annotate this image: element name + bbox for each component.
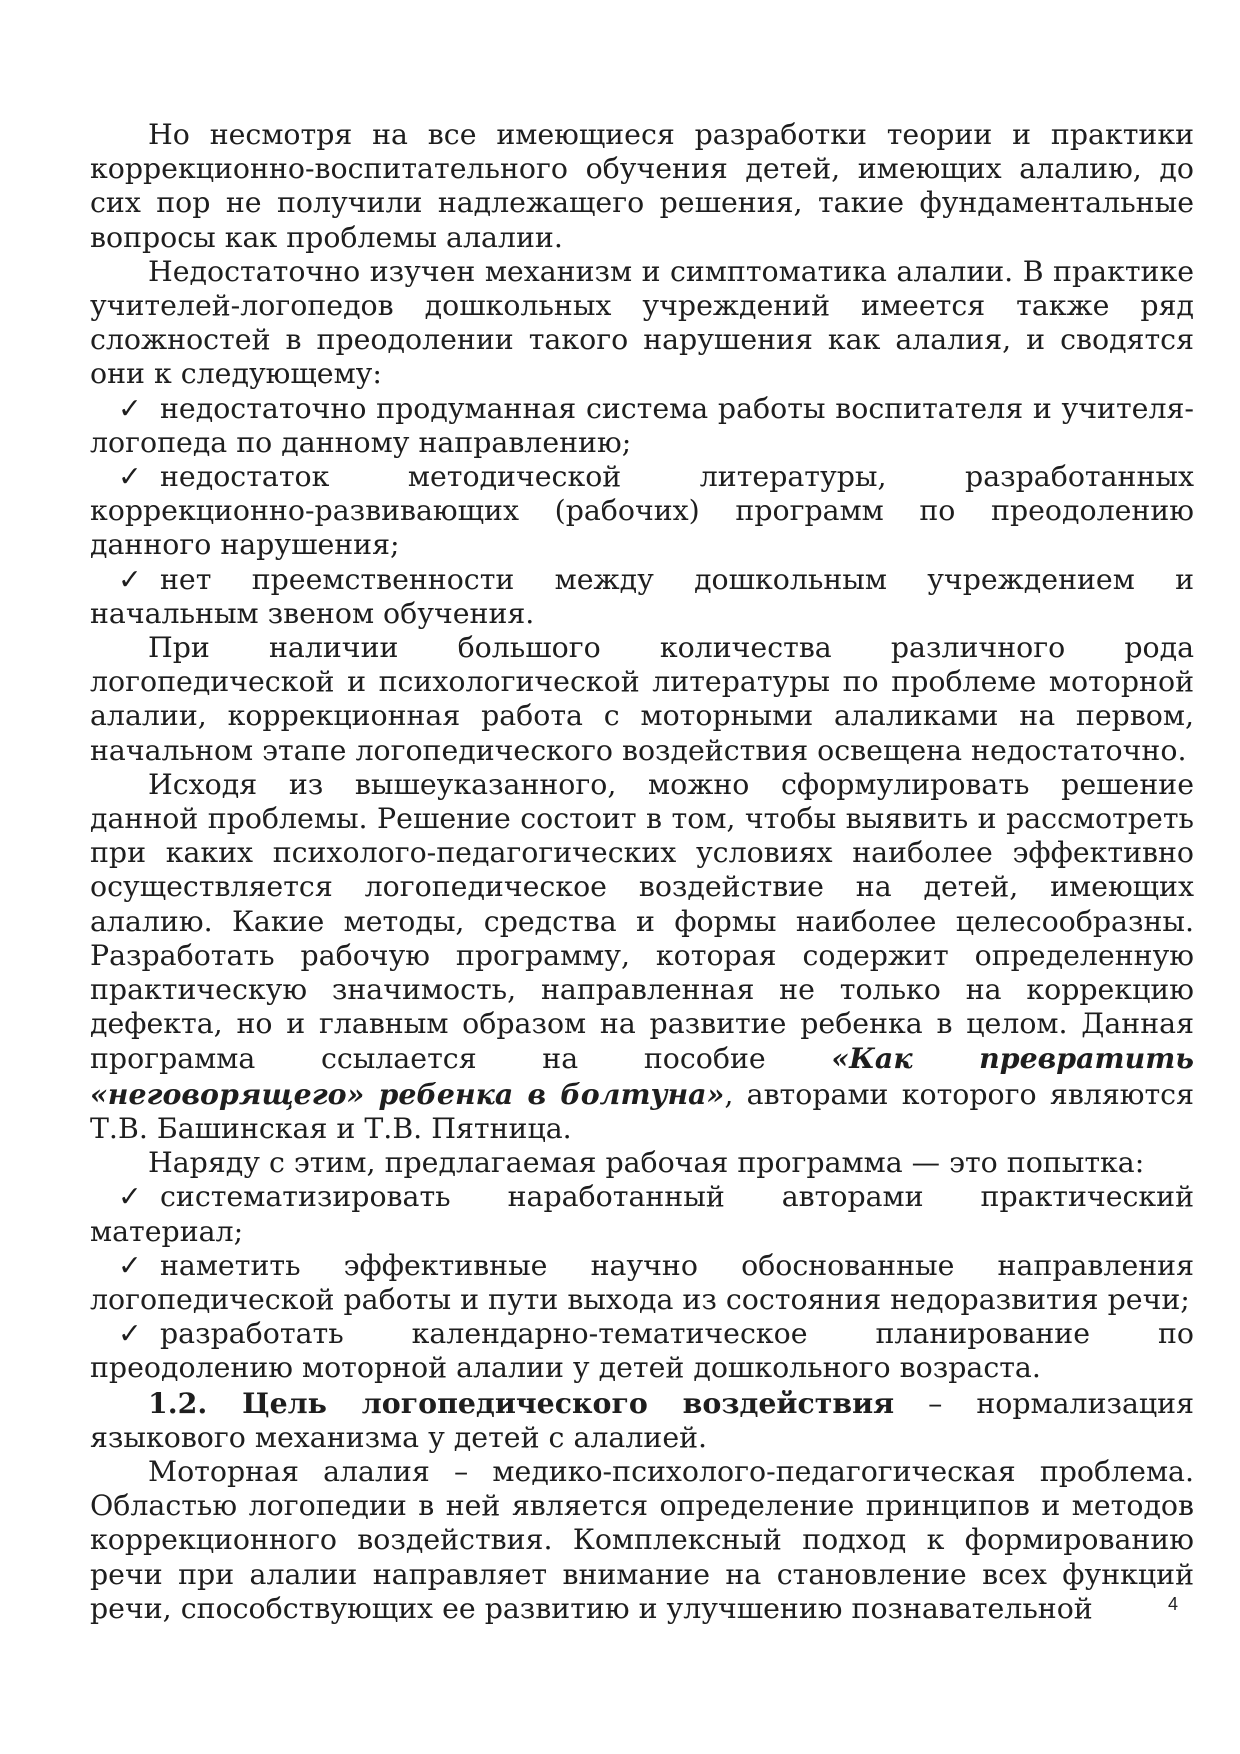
checkmark-icon: ✓ [118,460,142,494]
list-item [90,1317,1194,1385]
paragraph-attempt: Наряду с этим, предлагаемая рабочая программа — это попытка: [148,1146,1145,1180]
paragraph-solution-tail: , авторами которого являются Т.В. Башинская и Т.В. Пятница. [90,1077,1194,1145]
list-item-text: наметить эффективные научно обоснованные направления логопедической работы и пути выхода из состояния недоразвития речи; [90,1248,1194,1316]
paragraph-intro: Но несмотря на все имеющиеся разработки теории и практики коррекционно-воспитательного обучения детей, имеющих алалию, до сих пор не получили надлежащего решения, такие фундаментальные вопросы как проблемы алалии. [90,118,1194,254]
paragraph-solution [90,768,1194,1146]
list-item-text: систематизировать наработанный авторами практический материал; [90,1180,1194,1248]
section-heading: 1.2. Цель логопедического воздействия [148,1385,895,1420]
page-number: 4 [1168,1594,1179,1614]
list-item-text: недостаточно продуманная система работы воспитателя и учителя-логопеда по данному направлению; [90,391,1194,459]
checkmark-icon: ✓ [118,391,142,425]
list-item [90,460,1194,563]
list-item-text: недостаток методической литературы, разработанных коррекционно-развивающих (рабочих) программ по преодолению данного нарушения; [90,460,1194,562]
checkmark-icon: ✓ [118,1317,142,1351]
list-item-text: разработать календарно-тематическое планирование по преодолению моторной алалии у детей дошкольного возраста. [90,1317,1194,1385]
book-title: «Как превратить «неговорящего» ребенка в болтуна» [90,1041,1194,1111]
list-item-text: нет преемственности между дошкольным учреждением и начальным звеном обучения. [90,562,1194,630]
paragraph-motor-alalia: Моторная алалия – медико-психолого-педагогическая проблема. Областью логопедии в ней является определение принципов и методов коррекционного воздействия. Комплексный подход к формированию речи при алалии направляет внимание на становление всех функций речи, способствующих ее развитию и улучшению познавательной [90,1454,1194,1625]
checkmark-icon: ✓ [118,1248,142,1282]
document-page [90,118,1194,1626]
list-item [90,392,1194,460]
paragraph-goal [90,1386,1194,1455]
list-item [90,563,1194,631]
list-item [90,1249,1194,1317]
checkmark-icon: ✓ [118,1180,142,1214]
paragraph-literature: При наличии большого количества различного рода логопедической и психологической литературы по проблеме моторной алалии, коррекционная работа с моторными алаликами на первом, начальном этапе логопедического воздействия освещена недостаточно. [90,631,1194,767]
goal-text: – нормализация языкового механизма у детей с алалией. [90,1386,1195,1454]
list-item [90,1180,1194,1248]
paragraph-mechanism: Недостаточно изучен механизм и симптоматика алалии. В практике учителей-логопедов дошкольных учреждений имеется также ряд сложностей в преодолении такого нарушения как алалия, и сводятся они к следующему: [90,254,1194,391]
paragraph-solution-text: Исходя из вышеуказанного, можно сформулировать решение данной проблемы. Решение состоит в том, чтобы выявить и рассмотреть при каких психолого-педагогических условиях наиболее эффективно осуществляется логопедическое воздействие на детей, имеющих алалию. Какие методы, средства и формы наиболее целесообразны. Разработать рабочую программу, которая содержит определенную практическую значимость, направленная не только на коррекцию дефекта, но и главным образом на развитие ребенка в целом. Данная программа ссылается на пособие [90,767,1194,1076]
checkmark-icon: ✓ [118,562,142,596]
